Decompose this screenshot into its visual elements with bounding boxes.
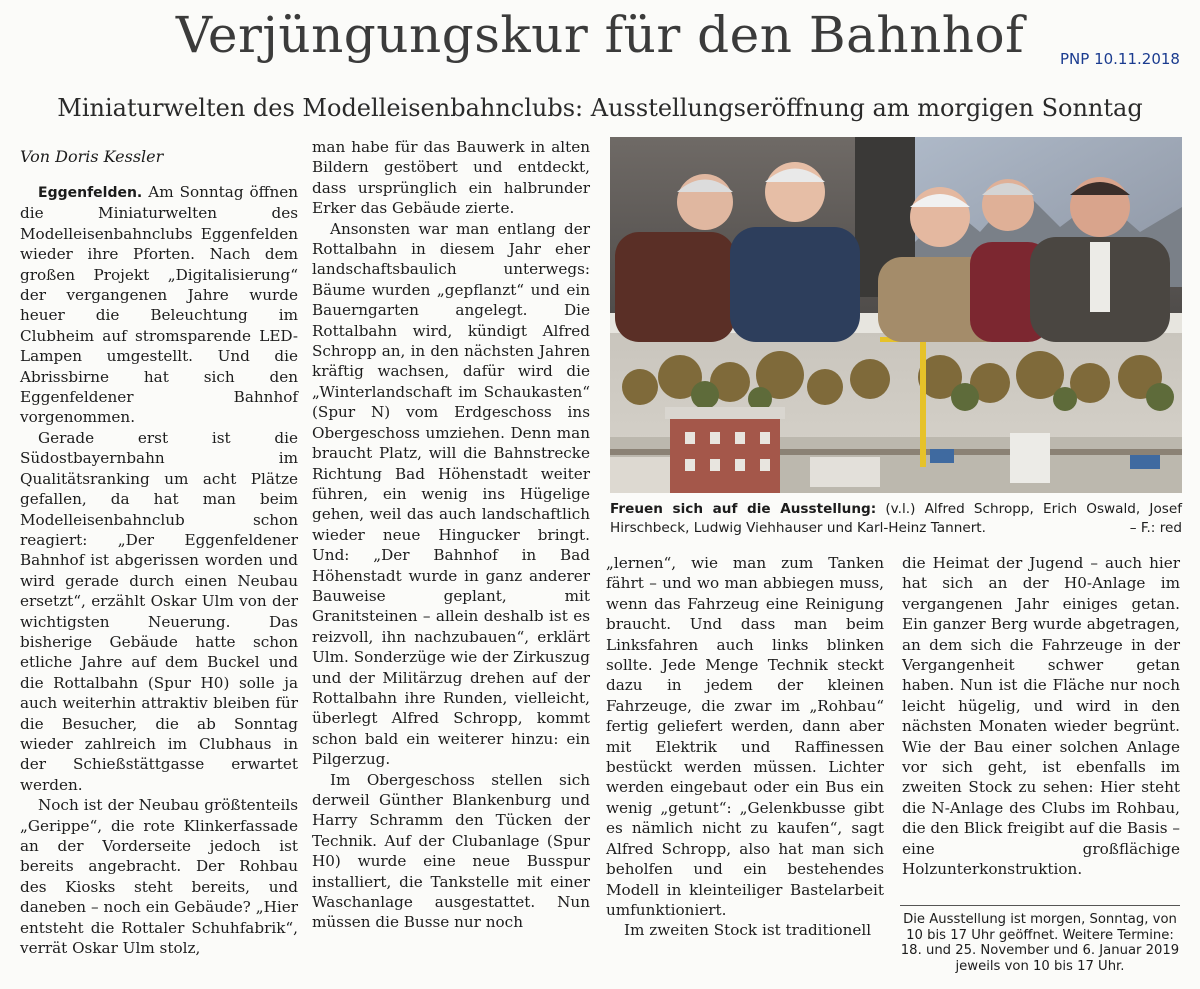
photo-credit: – F.: red bbox=[1129, 520, 1182, 536]
paragraph: man habe für das Bauwerk in alten Bildern gestöbert und entdeckt, dass ursprünglich ein halbrunder Erker das Gebäude zierte. bbox=[312, 138, 590, 218]
info-box-divider bbox=[900, 905, 1180, 906]
paragraph-text: Am Sonntag öffnen die Miniaturwelten des Modelleisenbahnclubs Eggenfelden wieder ihre Pforten. Nach dem großen Projekt „Digitalisierung“ der vergangenen Jahre wurde heuer die Beleuchtung im Clubheim auf stromsparende LED-Lampen umgestellt. Und die Abrissbirne hat sich den Eggenfeldener Bahnhof vorgenommen. bbox=[20, 183, 299, 427]
article-column-3 bbox=[606, 553, 884, 941]
paragraph: „lernen“, wie man zum Tanken fährt – und wo man abbiegen muss, wenn das Fahrzeug eine Reinigung braucht. Und dass man beim Linksfahren auch links blinken sollte. Jede Menge Technik steckt dazu in jedem der kleinen Fahrzeuge, die zwar im „Rohbau“ fertig geliefert werden, dann aber mit Elektrik und Raffinessen bestückt werden müssen. Lichter werden eingebaut oder ein Bus ein wenig „getunt“: „Gelenkbusse gibt es nämlich nicht zu kaufen“, sagt Alfred Schropp, also hat man sich beholfen und ein bestehendes Modell in kleinteiliger Bastelarbeit umfunktioniert. bbox=[606, 554, 884, 919]
paragraph: Im zweiten Stock ist traditionell bbox=[624, 921, 872, 940]
headline: Verjüngungskur für den Bahnhof bbox=[175, 6, 1025, 64]
caption-text: (v.l.) Alfred Schropp, Erich Oswald, Josef Hirschbeck, Ludwig Viehhauser und Karl-Heinz Tannert. bbox=[610, 501, 1182, 536]
paragraph bbox=[20, 182, 298, 428]
source-tag: PNP 10.11.2018 bbox=[1060, 50, 1180, 68]
dateline: Eggenfelden. bbox=[38, 185, 143, 201]
article-photo bbox=[610, 137, 1182, 493]
photo-illustration bbox=[610, 137, 1182, 493]
paragraph: die Heimat der Jugend – auch hier hat sich an der H0-Anlage im vergangenen Jahr einiges getan. Ein ganzer Berg wurde abgetragen, an dem sich die Fahrzeuge in der Vergangenheit schwer getan haben. Nun ist die Fläche nur noch leicht hügelig, und wird in den nächsten Monaten wieder begrünt. Wie der Bau einer solchen Anlage vor sich geht, ist ebenfalls im zweiten Stock zu sehen: Hier steht die N-Anlage des Clubs im Rohbau, die den Blick freigibt auf die Basis – eine großflächige Holzunterkonstruktion. bbox=[902, 554, 1180, 879]
photo-caption bbox=[610, 500, 1182, 538]
article-column-1 bbox=[20, 182, 298, 958]
subheadline: Miniaturwelten des Modelleisenbahnclubs: Ausstellungseröffnung am morgigen Sonntag bbox=[57, 94, 1143, 122]
paragraph: Ansonsten war man entlang der Rottalbahn in diesem Jahr eher landschaftsbaulich unterwegs: Bäume wurden „gepflanzt“ und ein Bauerngarten angelegt. Die Rottalbahn wird, kündigt Alfred Schropp an, in den nächsten Jahren kräftig wachsen, dafür wird die „Winterlandschaft im Schaukasten“ (Spur N) vom Erdgeschoss ins Obergeschoss umziehen. Denn man braucht Platz, will die Bahnstrecke Richtung Bad Höhenstadt weiter führen, ein wenig ins Hügelige gehen, weil das auch landschaftlich wieder neue Hingucker bringt. Und: „Der Bahnhof in Bad Höhenstadt wurde in ganz anderer Bauweise geplant, mit Granitsteinen – allein deshalb ist es reizvoll, ihn nachzubauen“, erklärt Ulm. Sonderzüge wie der Zirkuszug und der Militärzug drehen auf der Rottalbahn ihre Runden, vielleicht, überlegt Alfred Schropp, kommt schon bald ein weiterer hinzu: ein Pilgerzug. bbox=[312, 219, 590, 769]
article-column-4 bbox=[902, 553, 1180, 880]
caption-lead: Freuen sich auf die Ausstellung: bbox=[610, 501, 877, 517]
byline: Von Doris Kessler bbox=[20, 147, 164, 166]
paragraph: Gerade erst ist die Südostbayernbahn im Qualitätsranking um acht Plätze gefallen, da hat man beim Modelleisenbahnclub schon reagiert: „Der Eggenfeldener Bahnhof ist abgerissen worden und wird gerade durch einen Neubau ersetzt“, erzählt Oskar Ulm von der wichtigsten Neuerung. Das bisherige Gebäude hatte schon etliche Jahre auf dem Buckel und die Rottalbahn (Spur H0) solle ja auch weiterhin attraktiv bleiben für die Besucher, die ab Sonntag wieder zahlreich im Clubhaus in der Schießstättgasse erwartet werden. bbox=[20, 428, 298, 794]
paragraph: Im Obergeschoss stellen sich derweil Günther Blankenburg und Harry Schramm den Tücken der Technik. Auf der Clubanlage (Spur H0) wurde eine neue Busspur installiert, die Tankstelle mit einer Waschanlage ausgestattet. Nun müssen die Busse nur noch bbox=[312, 770, 590, 932]
paragraph: Noch ist der Neubau größtenteils „Gerippe“, die rote Klinkerfassade an der Vorderseite jedoch ist bereits angebracht. Der Rohbau des Kiosks steht bereits, und daneben – noch ein Gebäude? „Hier entsteht die Rottaler Schuhfabrik“, verrät Oskar Ulm stolz, bbox=[20, 796, 298, 958]
article-column-2 bbox=[312, 137, 590, 933]
info-box: Die Ausstellung ist morgen, Sonntag, von 10 bis 17 Uhr geöffnet. Weitere Termine: 18. und 25. November und 6. Januar 2019 jeweils von 10 bis 17 Uhr. bbox=[900, 912, 1180, 974]
